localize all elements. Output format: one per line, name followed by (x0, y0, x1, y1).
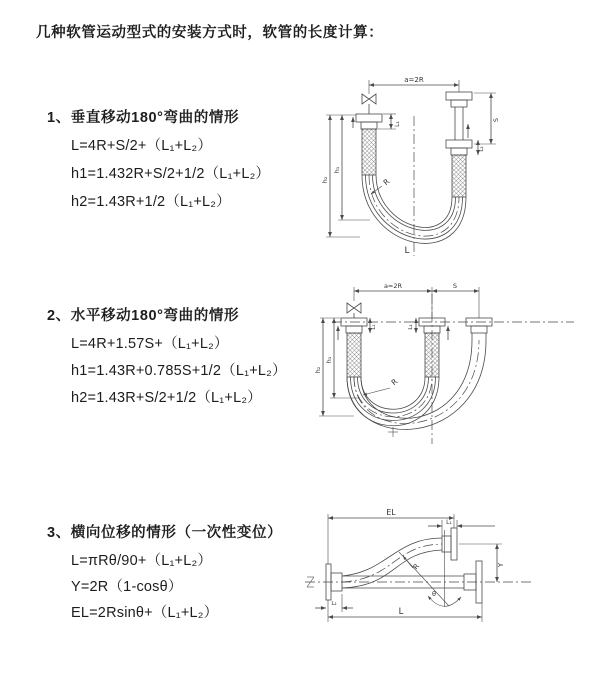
section-2-formula-1: L=4R+1.57S+（L₁+L₂） (71, 336, 229, 352)
dim-label-a2r: a=2R (383, 282, 403, 290)
dim-width-a2r (369, 76, 459, 94)
length-label: L (404, 246, 410, 256)
diagram-lateral-displacement (297, 504, 597, 649)
doc-title: 几种软管运动型式的安装方式时，软管的长度计算： (36, 25, 384, 41)
section-1-formula-2: h1=1.432R+S/2+1/2（L₁+L₂） (71, 166, 271, 182)
radius-callout (403, 556, 421, 571)
section-2-heading: 2、水平移动180°弯曲的情形 (47, 308, 240, 324)
angle-construction (399, 530, 461, 607)
dim-stroke-s (474, 93, 500, 144)
dim-label-l: L (398, 607, 404, 617)
dim-label-l1: L₁ (394, 121, 401, 127)
dim-label-s: S (452, 282, 458, 290)
dim-label-l1: L₁ (371, 324, 377, 330)
section-3-formula-2: Y=2R（1-cosθ） (71, 579, 183, 595)
dim-label-l1: L₁ (446, 519, 452, 526)
dim-l1 (378, 114, 401, 129)
dim-width-a2r (354, 282, 479, 318)
radius-label: R (381, 176, 392, 188)
dim-l1 (370, 318, 377, 333)
dim-label-l2: L₂ (479, 146, 485, 152)
dim-label-l2: L₂ (331, 601, 337, 607)
section-3-formula-3: EL=2Rsinθ+（L₁+L₂） (71, 605, 219, 621)
dim-label-s: S (492, 117, 500, 123)
braided-hose-section (452, 155, 466, 197)
braided-hose-section (362, 129, 376, 175)
section-3-heading: 3、横向位移的情形（一次性变位） (47, 525, 283, 541)
radius-label: R (411, 562, 422, 572)
hose-s-curve-displaced (342, 538, 442, 588)
dim-label-y: Y (497, 562, 505, 568)
section-1-formula-3: h2=1.43R+1/2（L₁+L₂） (71, 194, 231, 210)
dim-l2 (408, 318, 416, 333)
dim-label-l2: L₂ (408, 324, 414, 330)
right-end-fitting (446, 92, 472, 197)
dim-label-el: EL (386, 508, 396, 517)
section-2-formula-3: h2=1.43R+S/2+1/2（L₁+L₂） (71, 390, 262, 406)
dim-label-h2: h₂ (321, 176, 329, 184)
braided-hose-section (347, 333, 361, 377)
dim-l2 (315, 594, 353, 612)
valve-icon (362, 94, 376, 114)
hose-u-bend-moved (347, 340, 486, 429)
dim-label-a2r: a=2R (404, 76, 424, 84)
left-end-fitting (341, 318, 367, 377)
section-3-formula-1: L=πRθ/90+（L₁+L₂） (71, 553, 213, 569)
valve-icon (347, 303, 361, 318)
radius-callout (371, 177, 391, 194)
section-2-formula-2: h1=1.43R+0.785S+1/2（L₁+L₂） (71, 363, 287, 379)
dim-l (328, 600, 482, 622)
section-1-formula-1: L=4R+S/2+（L₁+L₂） (71, 138, 213, 154)
braided-hose-section (425, 333, 439, 377)
dim-label-h1: h₁ (325, 356, 333, 364)
bottom-center-tick (388, 427, 398, 437)
dim-stroke-s (432, 282, 479, 291)
dim-l1 (428, 519, 495, 536)
left-end-fitting (356, 114, 382, 175)
dim-label-h2: h₂ (314, 366, 322, 374)
dim-l2 (478, 140, 485, 155)
diagram-horizontal-180-bend (312, 282, 597, 457)
radius-label: R (389, 376, 400, 388)
section-1-heading: 1、垂直移动180°弯曲的情形 (47, 110, 240, 126)
dim-h2 (321, 115, 360, 237)
angle-label-theta: θ (432, 590, 436, 598)
dim-label-h1: h₁ (333, 166, 341, 174)
diagram-vertical-180-bend (312, 70, 597, 265)
moved-end-fitting (466, 318, 492, 340)
radius-callout (363, 377, 399, 395)
